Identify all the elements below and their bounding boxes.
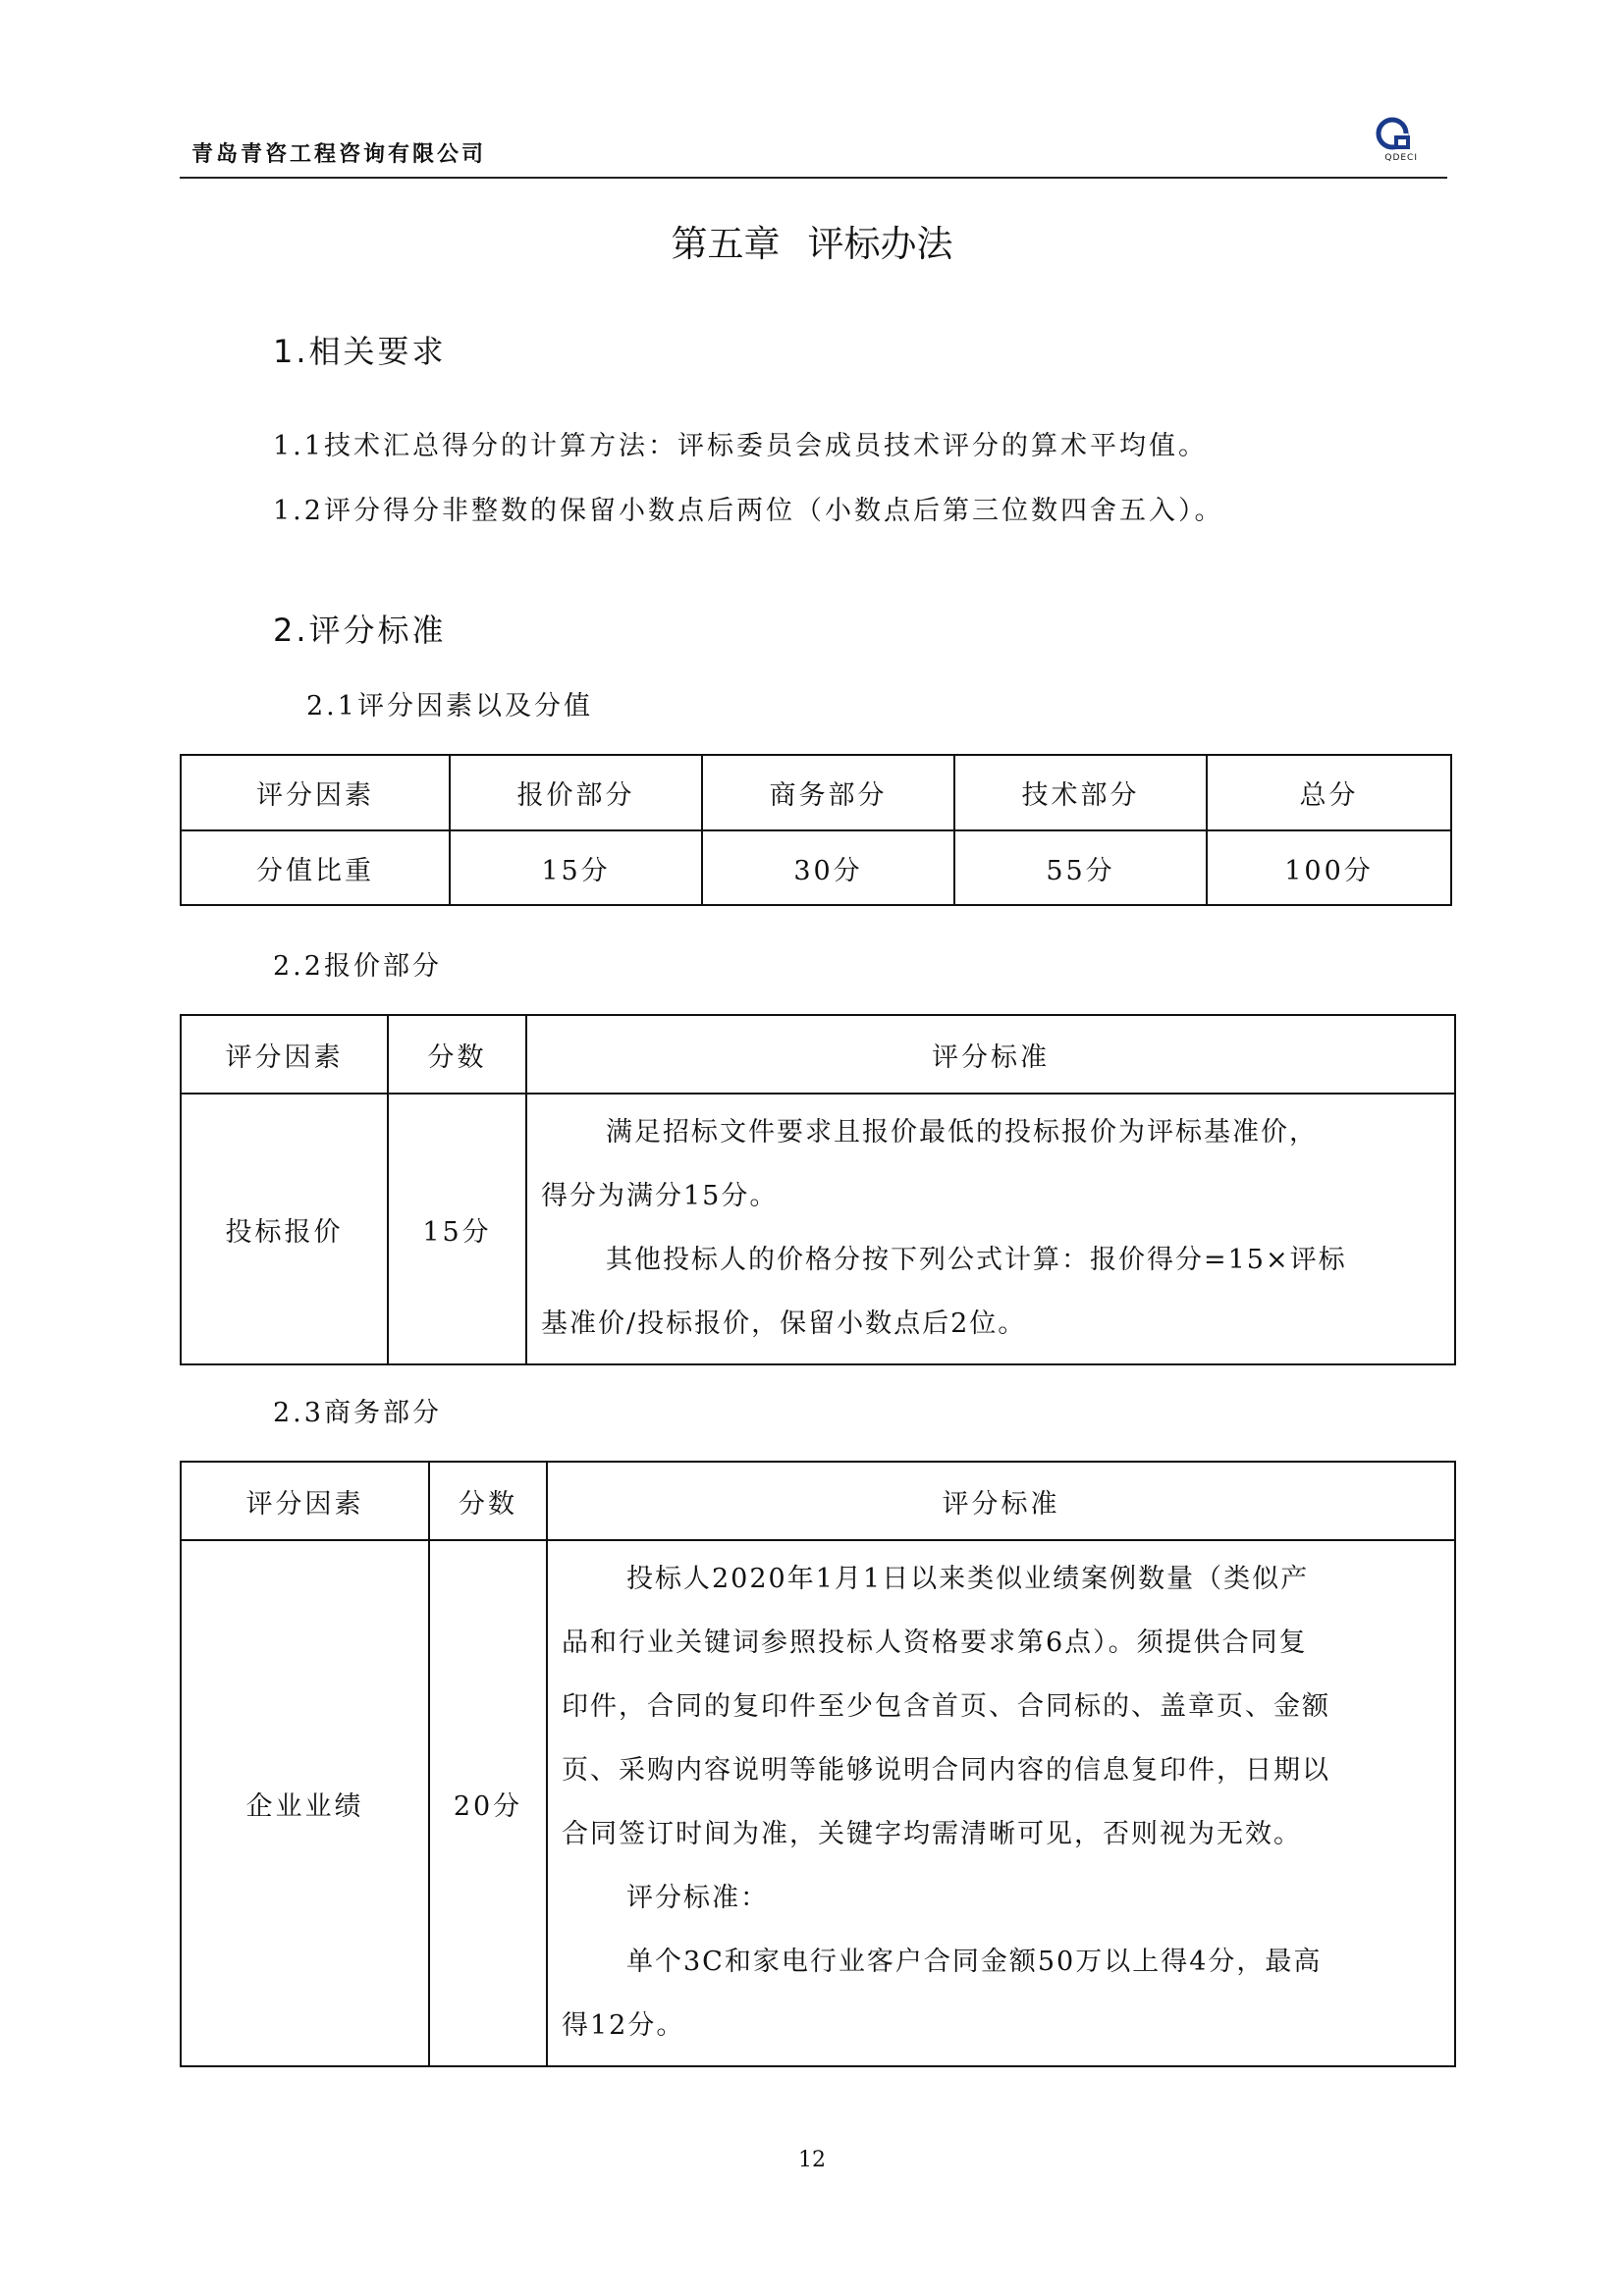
table-cell: 投标报价 bbox=[181, 1094, 388, 1364]
criteria-line: 投标人2020年1月1日以来类似业绩案例数量（类似产 bbox=[626, 1564, 1310, 1594]
logo-text: QDECI bbox=[1384, 153, 1418, 163]
criteria-line: 印件，合同的复印件至少包含首页、合同标的、盖章页、金额 bbox=[562, 1691, 1330, 1722]
table-header-cell: 评分因素 bbox=[181, 755, 450, 830]
table-header-cell: 报价部分 bbox=[450, 755, 702, 830]
table-row bbox=[181, 1094, 1455, 1364]
table-cell: 15分 bbox=[388, 1094, 526, 1364]
subsection-2-3: 2.3商务部分 bbox=[273, 1398, 442, 1428]
table-header-cell: 分数 bbox=[388, 1015, 526, 1094]
table-cell: 20分 bbox=[429, 1540, 547, 2066]
criteria-line: 品和行业关键词参照投标人资格要求第6点）。须提供合同复 bbox=[562, 1628, 1308, 1658]
subsection-2-2: 2.2报价部分 bbox=[273, 951, 442, 982]
table-header-cell: 评分标准 bbox=[547, 1462, 1455, 1540]
criteria-line: 得12分。 bbox=[562, 2010, 685, 2041]
table-cell: 55分 bbox=[954, 830, 1207, 905]
criteria-line: 页、采购内容说明等能够说明合同内容的信息复印件，日期以 bbox=[562, 1755, 1330, 1786]
criteria-line: 基准价/投标报价，保留小数点后2位。 bbox=[541, 1308, 1027, 1339]
table-cell: 15分 bbox=[450, 830, 702, 905]
table-header-row bbox=[181, 755, 1451, 830]
table-header-cell: 评分因素 bbox=[181, 1462, 429, 1540]
table-header-cell: 技术部分 bbox=[954, 755, 1207, 830]
criteria-line: 得分为满分15分。 bbox=[541, 1181, 779, 1211]
table-header-cell: 分数 bbox=[429, 1462, 547, 1540]
table-header-cell: 总分 bbox=[1207, 755, 1451, 830]
table-cell: 30分 bbox=[702, 830, 954, 905]
chapter-name: 评标办法 bbox=[807, 223, 953, 265]
section-1-heading: 1.相关要求 bbox=[273, 333, 447, 370]
table-header-cell: 评分因素 bbox=[181, 1015, 388, 1094]
subsection-2-1: 2.1评分因素以及分值 bbox=[306, 691, 593, 721]
criteria-line: 评分标准： bbox=[626, 1883, 769, 1913]
table-row bbox=[181, 1540, 1455, 2066]
criteria-line: 满足招标文件要求且报价最低的投标报价为评标基准价， bbox=[606, 1117, 1318, 1148]
table-cell: 企业业绩 bbox=[181, 1540, 429, 2066]
business-scoring-table bbox=[180, 1461, 1456, 2067]
page-header bbox=[180, 116, 1447, 179]
table-cell: 100分 bbox=[1207, 830, 1451, 905]
score-weight-table bbox=[180, 754, 1452, 906]
chapter-number: 第五章 bbox=[671, 223, 781, 265]
table-row bbox=[181, 830, 1451, 905]
criteria-line: 其他投标人的价格分按下列公式计算：报价得分=15×评标 bbox=[606, 1245, 1347, 1275]
chapter-title bbox=[0, 214, 1624, 267]
table-header-cell: 商务部分 bbox=[702, 755, 954, 830]
table-header-row bbox=[181, 1015, 1455, 1094]
section-2-heading: 2.评分标准 bbox=[273, 612, 447, 649]
price-scoring-table bbox=[180, 1014, 1456, 1365]
page-number: 12 bbox=[798, 2148, 826, 2172]
company-name: 青岛青咨工程咨询有限公司 bbox=[191, 142, 487, 167]
criteria-cell bbox=[547, 1540, 1455, 2066]
criteria-line: 合同签订时间为准，关键字均需清晰可见，否则视为无效。 bbox=[562, 1819, 1302, 1849]
paragraph-1-2: 1.2评分得分非整数的保留小数点后两位（小数点后第三位数四舍五入）。 bbox=[273, 496, 1224, 526]
table-header-row bbox=[181, 1462, 1455, 1540]
table-cell: 分值比重 bbox=[181, 830, 450, 905]
criteria-line: 单个3C和家电行业客户合同金额50万以上得4分，最高 bbox=[626, 1947, 1323, 1977]
criteria-cell bbox=[526, 1094, 1455, 1364]
paragraph-1-1: 1.1技术汇总得分的计算方法：评标委员会成员技术评分的算术平均值。 bbox=[273, 431, 1208, 461]
table-header-cell: 评分标准 bbox=[526, 1015, 1455, 1094]
